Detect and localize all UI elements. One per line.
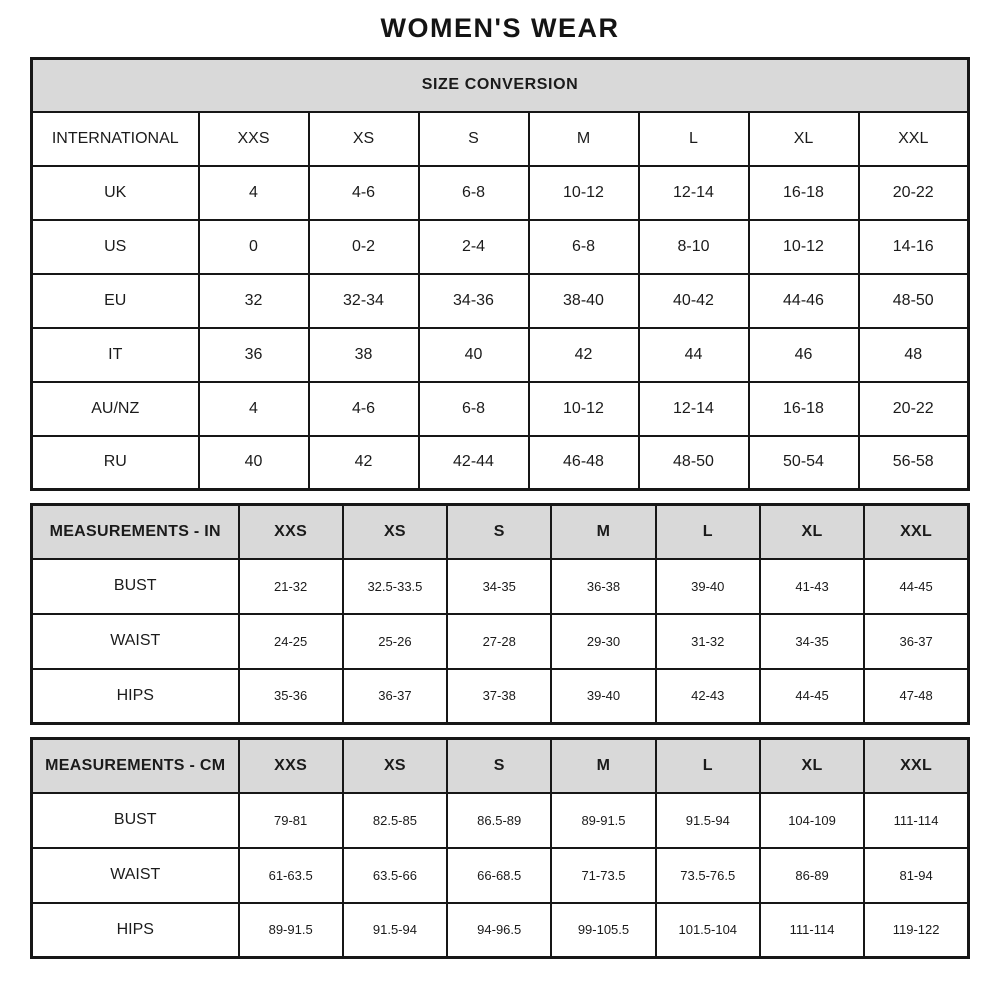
size-value-cell: 81-94 (864, 848, 968, 903)
row-label: EU (32, 274, 199, 328)
column-header: XXS (239, 739, 343, 793)
size-value-cell: 41-43 (760, 559, 864, 614)
size-value-cell: 6-8 (529, 220, 639, 274)
size-value-cell: 16-18 (749, 382, 859, 436)
table-row (32, 166, 969, 220)
size-value-cell: 36-37 (343, 669, 447, 724)
size-value-cell: 94-96.5 (447, 903, 551, 958)
table-row (32, 614, 969, 669)
column-header: XXL (864, 739, 968, 793)
size-value-cell: 111-114 (760, 903, 864, 958)
size-value-cell: 39-40 (551, 669, 655, 724)
size-value-cell: 44-46 (749, 274, 859, 328)
measurements-cm-body (32, 793, 969, 958)
size-conversion-banner-row (32, 59, 969, 112)
size-value-cell: 71-73.5 (551, 848, 655, 903)
size-value-cell: 36-38 (551, 559, 655, 614)
column-header: INTERNATIONAL (32, 112, 199, 166)
row-label: HIPS (32, 669, 239, 724)
size-value-cell: 99-105.5 (551, 903, 655, 958)
row-label: IT (32, 328, 199, 382)
size-value-cell: 79-81 (239, 793, 343, 848)
table-row (32, 559, 969, 614)
size-value-cell: 42-43 (656, 669, 760, 724)
size-value-cell: 24-25 (239, 614, 343, 669)
size-value-cell: 32 (199, 274, 309, 328)
column-header: XL (760, 739, 864, 793)
row-label: WAIST (32, 614, 239, 669)
size-value-cell: 6-8 (419, 166, 529, 220)
table-row (32, 669, 969, 724)
size-value-cell: 4-6 (309, 382, 419, 436)
size-value-cell: 8-10 (639, 220, 749, 274)
table-row (32, 848, 969, 903)
size-conversion-table (30, 57, 970, 491)
size-value-cell: 35-36 (239, 669, 343, 724)
column-header: L (656, 505, 760, 559)
size-value-cell: 82.5-85 (343, 793, 447, 848)
table-row (32, 903, 969, 958)
table-row (32, 793, 969, 848)
size-value-cell: 4 (199, 166, 309, 220)
size-value-cell: 29-30 (551, 614, 655, 669)
size-value-cell: 48 (859, 328, 969, 382)
column-header: XL (760, 505, 864, 559)
size-value-cell: 89-91.5 (551, 793, 655, 848)
size-value-cell: 63.5-66 (343, 848, 447, 903)
column-header: XXS (199, 112, 309, 166)
table-row (32, 274, 969, 328)
size-value-cell: 32.5-33.5 (343, 559, 447, 614)
size-value-cell: 36-37 (864, 614, 968, 669)
size-value-cell: 101.5-104 (656, 903, 760, 958)
column-header: XXS (239, 505, 343, 559)
size-conversion-title: SIZE CONVERSION (32, 59, 969, 112)
size-value-cell: 44-45 (760, 669, 864, 724)
size-value-cell: 39-40 (656, 559, 760, 614)
size-value-cell: 86.5-89 (447, 793, 551, 848)
size-value-cell: 50-54 (749, 436, 859, 490)
page-title: WOMEN'S WEAR (380, 13, 620, 43)
size-value-cell: 34-36 (419, 274, 529, 328)
size-value-cell: 44 (639, 328, 749, 382)
size-value-cell: 61-63.5 (239, 848, 343, 903)
column-header: S (447, 739, 551, 793)
size-value-cell: 38-40 (529, 274, 639, 328)
size-value-cell: 89-91.5 (239, 903, 343, 958)
size-value-cell: 44-45 (864, 559, 968, 614)
size-conversion-body (32, 166, 969, 490)
size-value-cell: 12-14 (639, 382, 749, 436)
size-value-cell: 10-12 (529, 382, 639, 436)
size-value-cell: 40 (199, 436, 309, 490)
column-header: XXL (864, 505, 968, 559)
table-row (32, 220, 969, 274)
size-value-cell: 34-35 (760, 614, 864, 669)
size-value-cell: 119-122 (864, 903, 968, 958)
column-header: MEASUREMENTS - CM (32, 739, 239, 793)
column-header: M (529, 112, 639, 166)
column-header: XL (749, 112, 859, 166)
row-label: WAIST (32, 848, 239, 903)
row-label: HIPS (32, 903, 239, 958)
size-value-cell: 32-34 (309, 274, 419, 328)
measurements-cm-table (30, 737, 970, 959)
size-value-cell: 48-50 (859, 274, 969, 328)
table-row (32, 328, 969, 382)
measurements-in-body (32, 559, 969, 724)
size-value-cell: 25-26 (343, 614, 447, 669)
measurements-in-table (30, 503, 970, 725)
column-header: M (551, 505, 655, 559)
size-value-cell: 14-16 (859, 220, 969, 274)
table-row (32, 436, 969, 490)
size-value-cell: 56-58 (859, 436, 969, 490)
measurements-in-header-row (32, 505, 969, 559)
size-value-cell: 12-14 (639, 166, 749, 220)
size-value-cell: 104-109 (760, 793, 864, 848)
size-value-cell: 34-35 (447, 559, 551, 614)
size-value-cell: 66-68.5 (447, 848, 551, 903)
size-value-cell: 4-6 (309, 166, 419, 220)
size-value-cell: 73.5-76.5 (656, 848, 760, 903)
size-value-cell: 2-4 (419, 220, 529, 274)
row-label: US (32, 220, 199, 274)
column-header: XS (309, 112, 419, 166)
size-value-cell: 4 (199, 382, 309, 436)
size-value-cell: 38 (309, 328, 419, 382)
size-value-cell: 10-12 (529, 166, 639, 220)
size-value-cell: 42 (529, 328, 639, 382)
table-row (32, 382, 969, 436)
size-value-cell: 37-38 (447, 669, 551, 724)
size-value-cell: 91.5-94 (656, 793, 760, 848)
column-header: M (551, 739, 655, 793)
size-value-cell: 42-44 (419, 436, 529, 490)
size-value-cell: 42 (309, 436, 419, 490)
column-header: L (656, 739, 760, 793)
size-value-cell: 111-114 (864, 793, 968, 848)
row-label: AU/NZ (32, 382, 199, 436)
size-value-cell: 40 (419, 328, 529, 382)
size-value-cell: 6-8 (419, 382, 529, 436)
row-label: UK (32, 166, 199, 220)
size-conversion-header-row (32, 112, 969, 166)
size-value-cell: 20-22 (859, 166, 969, 220)
column-header: MEASUREMENTS - IN (32, 505, 239, 559)
column-header: S (447, 505, 551, 559)
size-value-cell: 16-18 (749, 166, 859, 220)
size-value-cell: 46 (749, 328, 859, 382)
row-label: RU (32, 436, 199, 490)
size-value-cell: 46-48 (529, 436, 639, 490)
size-value-cell: 0 (199, 220, 309, 274)
size-value-cell: 10-12 (749, 220, 859, 274)
column-header: XXL (859, 112, 969, 166)
size-value-cell: 86-89 (760, 848, 864, 903)
size-value-cell: 31-32 (656, 614, 760, 669)
size-value-cell: 40-42 (639, 274, 749, 328)
size-value-cell: 36 (199, 328, 309, 382)
size-value-cell: 27-28 (447, 614, 551, 669)
size-value-cell: 48-50 (639, 436, 749, 490)
column-header: XS (343, 505, 447, 559)
column-header: L (639, 112, 749, 166)
column-header: S (419, 112, 529, 166)
measurements-cm-header-row (32, 739, 969, 793)
row-label: BUST (32, 559, 239, 614)
size-value-cell: 20-22 (859, 382, 969, 436)
column-header: XS (343, 739, 447, 793)
row-label: BUST (32, 793, 239, 848)
size-value-cell: 0-2 (309, 220, 419, 274)
size-value-cell: 21-32 (239, 559, 343, 614)
size-value-cell: 91.5-94 (343, 903, 447, 958)
size-value-cell: 47-48 (864, 669, 968, 724)
